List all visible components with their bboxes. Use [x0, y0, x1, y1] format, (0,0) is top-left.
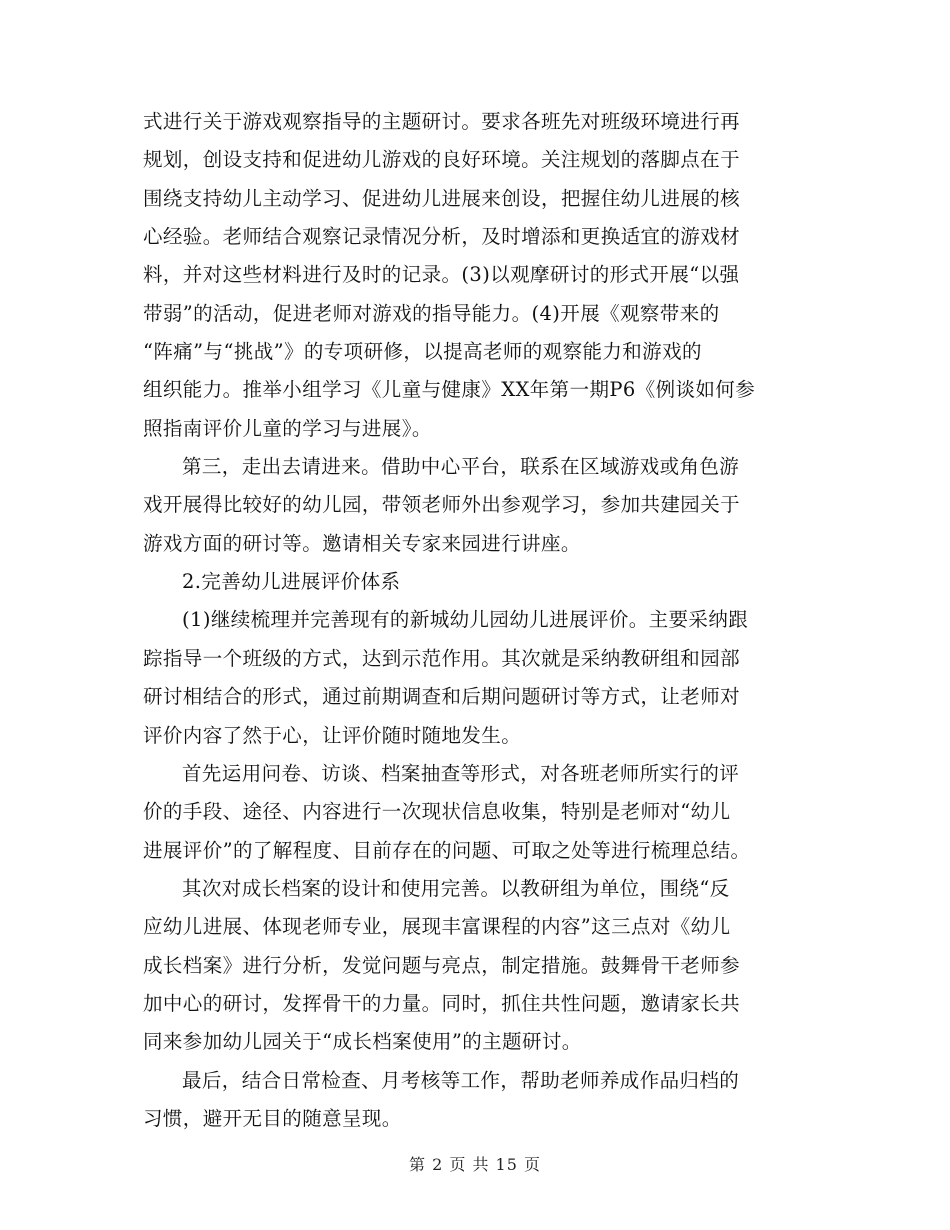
- text-line: 习惯，避开无目的随意呈现。: [143, 1106, 402, 1130]
- text-line: 戏开展得比较好的幼儿园，带领老师外出参观学习，参加共建园关于: [143, 493, 741, 517]
- text-line: 加中心的研讨，发挥骨干的力量。同时，抓住共性问题，邀请家长共: [143, 991, 741, 1015]
- text-line: 规划，创设支持和促进幼儿游戏的良好环境。关注规划的落脚点在于: [143, 148, 741, 172]
- text-line: 研讨相结合的形式，通过前期调查和后期问题研讨等方式，让老师对: [143, 685, 741, 709]
- text-line: 心经验。老师结合观察记录情况分析，及时增添和更换适宜的游戏材: [143, 225, 741, 249]
- text-line: 带弱”的活动，促进老师对游戏的指导能力。(4)开展《观察带来的: [143, 301, 720, 325]
- text-line: 同来参加幼儿园关于“成长档案使用”的主题研讨。: [143, 1030, 582, 1054]
- paragraph-start-line: 最后，结合日常检查、月考核等工作，帮助老师养成作品归档的: [182, 1068, 740, 1092]
- text-line: “阵痛”与“挑战”》的专项研修，以提高老师的观察能力和游戏的: [143, 340, 702, 364]
- text-line: 组织能力。推举小组学习《儿童与健康》XX年第一期P6《例谈如何参: [143, 378, 756, 402]
- body-text: [143, 103, 813, 1138]
- text-line: 价的手段、途径、内容进行一次现状信息收集，特别是老师对“幼儿: [143, 800, 731, 824]
- page-number-footer: 第 2 页 共 15 页: [409, 1155, 541, 1174]
- paragraph-start-line: 第三，走出去请进来。借助中心平台，联系在区域游戏或角色游: [182, 455, 740, 479]
- text-line: 踪指导一个班级的方式，达到示范作用。其次就是采纳教研组和园部: [143, 646, 741, 670]
- text-line: 式进行关于游戏观察指导的主题研讨。要求各班先对班级环境进行再: [143, 110, 741, 133]
- section-heading: 2.完善幼儿进展评价体系: [182, 570, 401, 594]
- text-line: 围绕支持幼儿主动学习、促进幼儿进展来创设，把握住幼儿进展的核: [143, 186, 741, 210]
- paragraph-start-line: 首先运用问卷、访谈、档案抽查等形式，对各班老师所实行的评: [182, 761, 740, 785]
- text-line: 游戏方面的研讨等。邀请相关专家来园进行讲座。: [143, 531, 581, 555]
- text-line: 照指南评价儿童的学习与进展》。: [143, 416, 432, 440]
- paragraph-start-line: 其次对成长档案的设计和使用完善。以教研组为单位，围绕“反: [182, 876, 730, 900]
- text-line: 成长档案》进行分析，发觉问题与亮点，制定措施。鼓舞骨干老师参: [143, 953, 741, 977]
- text-line: 进展评价”的了解程度、目前存在的问题、可取之处等进行梳理总结。: [143, 838, 751, 862]
- text-line: 评价内容了然于心，让评价随时随地发生。: [143, 723, 522, 747]
- paragraph-start-line: (1)继续梳理并完善现有的新城幼儿园幼儿进展评价。主要采纳跟: [182, 608, 749, 632]
- text-line: 应幼儿进展、体现老师专业，展现丰富课程的内容”这三点对《幼儿: [143, 915, 731, 939]
- text-line: 料，并对这些材料进行及时的记录。(3)以观摩研讨的形式开展“以强: [143, 263, 740, 287]
